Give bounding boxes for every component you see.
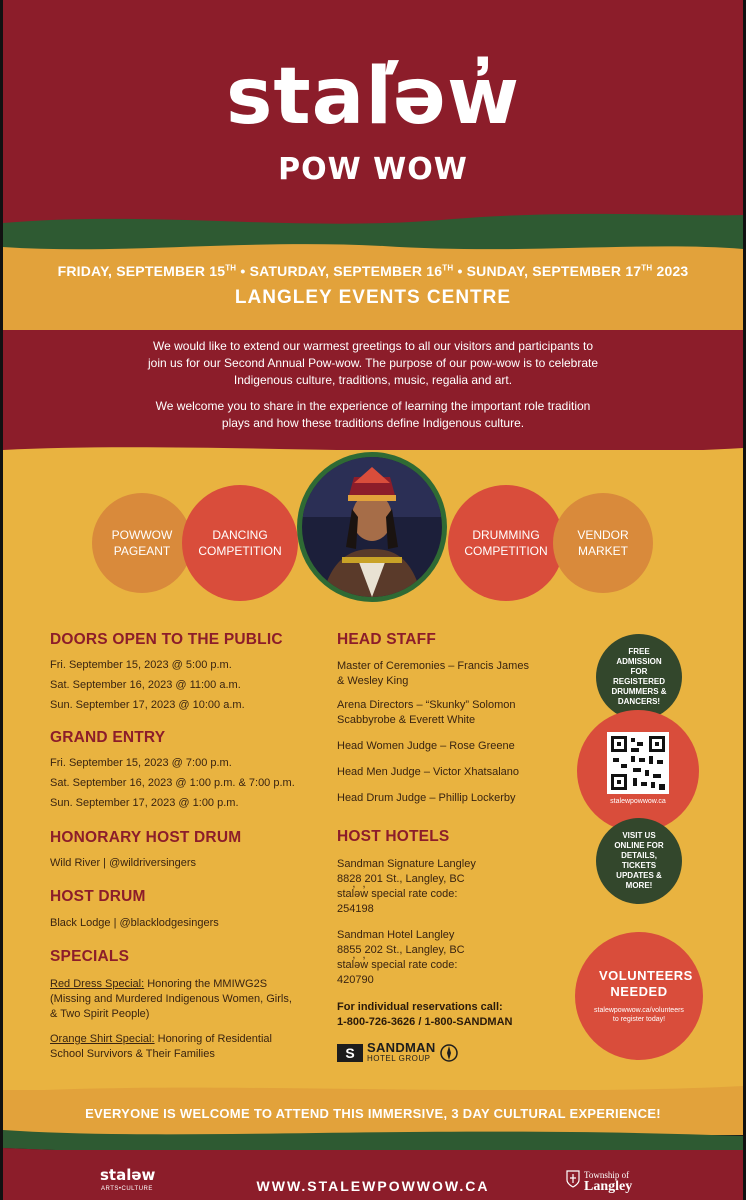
host-drum-heading: HOST DRUM: [50, 888, 146, 905]
doors-heading: DOORS OPEN TO THE PUBLIC: [50, 631, 283, 648]
decorative-waves: [3, 205, 743, 275]
event-dates: FRIDAY, SEPTEMBER 15TH • SATURDAY, SEPTEMBER 16TH • SUNDAY, SEPTEMBER 17TH 2023: [57, 263, 689, 279]
intro-paragraph-2: We welcome you to share in the experience of learning the important role tradition plays and how these traditions define Indigenous culture.: [155, 399, 591, 430]
head-staff-drum-judge: Head Drum Judge – Phillip Lockerby: [337, 792, 516, 804]
venue-name: LANGLEY EVENTS CENTRE: [234, 287, 512, 308]
hotel-1: Sandman Signature Langley 8828 201 St., Langley, BC stal̕əw̓ special rate code: 254198: [337, 858, 476, 915]
free-admission-badge: FREE ADMISSION FOR REGISTERED DRUMMERS & DANCERS!: [596, 634, 682, 720]
sandman-logo: S SANDMAN HOTEL GROUP: [337, 1042, 458, 1063]
dancer-portrait: [297, 452, 447, 602]
left-border: [0, 0, 3, 1200]
head-staff-men-judge: Head Men Judge – Victor Xhatsalano: [337, 766, 520, 778]
doors-fri: Fri. September 15, 2023 @ 5:00 p.m.: [50, 659, 232, 671]
head-staff-arena: Arena Directors – “Skunky” Solomon Scabbyrobe & Everett White: [337, 699, 516, 726]
head-staff-women-judge: Head Women Judge – Rose Greene: [337, 740, 515, 752]
host-hotels-heading: HOST HOTELS: [337, 828, 450, 845]
sandman-s-icon: S: [337, 1044, 363, 1062]
vendor-market-circle: VENDOR MARKET: [553, 493, 653, 593]
orange-shirt-special: Orange Shirt Special: Honoring of Residential School Survivors & Their Families: [50, 1033, 272, 1060]
honorary-drum-heading: HONORARY HOST DRUM: [50, 829, 242, 846]
welcome-message: EVERYONE IS WELCOME TO ATTEND THIS IMMERSIVE, 3 DAY CULTURAL EXPERIENCE!: [85, 1106, 661, 1121]
head-staff-heading: HEAD STAFF: [337, 631, 437, 648]
website-url[interactable]: WWW.STALEWPOWWOW.CA: [256, 1178, 490, 1194]
head-staff-mc: Master of Ceremonies – Francis James & Wesley King: [337, 660, 529, 687]
honorary-drum-text: Wild River | @wildriversingers: [50, 857, 197, 869]
event-logo: stal̕əw̓: [225, 52, 521, 142]
grand-entry-sun: Sun. September 17, 2023 @ 1:00 p.m.: [50, 797, 239, 809]
dancer-image: [302, 457, 442, 597]
volunteers-link[interactable]: stalewpowwow.ca/volunteers to register today!: [594, 1007, 684, 1023]
red-dress-special: Red Dress Special: Honoring the MMIWG2S (Missing and Murdered Indigenous Women, Girls, & Two Spirit People): [50, 978, 292, 1020]
volunteers-badge[interactable]: [575, 932, 703, 1060]
footer-logo-sub: ARTS•CULTURE: [101, 1186, 153, 1192]
powwow-pageant-circle: POWWOW PAGEANT: [92, 493, 192, 593]
grand-entry-fri: Fri. September 15, 2023 @ 7:00 p.m.: [50, 757, 232, 769]
doors-sun: Sun. September 17, 2023 @ 10:00 a.m.: [50, 699, 245, 711]
qr-code-icon[interactable]: [607, 732, 669, 794]
hero-banner: [3, 0, 743, 240]
compass-icon: [440, 1044, 458, 1062]
grand-entry-sat: Sat. September 16, 2023 @ 1:00 p.m. & 7:00 p.m.: [50, 777, 295, 789]
visit-online-badge: VISIT US ONLINE FOR DETAILS, TICKETS UPDATES & MORE!: [596, 818, 682, 904]
host-drum-text: Black Lodge | @blacklodgesingers: [50, 917, 219, 929]
date-year: 2023: [656, 263, 689, 279]
date-friday: FRIDAY, SEPTEMBER 15: [57, 263, 226, 279]
drumming-competition-circle: DRUMMING COMPETITION: [448, 485, 564, 601]
hotel-2: Sandman Hotel Langley 8855 202 St., Langley, BC stal̕əw̓ special rate code: 420790: [337, 929, 465, 986]
doors-sat: Sat. September 16, 2023 @ 11:00 a.m.: [50, 679, 241, 691]
event-subtitle: POW WOW: [278, 152, 468, 187]
specials-heading: SPECIALS: [50, 948, 130, 965]
qr-url[interactable]: stalewpowwow.ca: [610, 797, 666, 805]
volunteers-heading: VOLUNTEERS NEEDED: [599, 968, 693, 999]
footer-logo: staləw: [100, 1166, 156, 1184]
intro-paragraph-1: We would like to extend our warmest greetings to all our visitors and participants to join us for our Second Annual Pow-wow. The purpose of our pow-wow is to celebrate Indigenous culture, traditions, music, regalia and art.: [147, 339, 599, 387]
grand-entry-heading: GRAND ENTRY: [50, 729, 166, 746]
date-saturday: SATURDAY, SEPTEMBER 16: [249, 263, 443, 279]
dancing-competition-circle: DANCING COMPETITION: [182, 485, 298, 601]
reservations: For individual reservations call: 1-800-726-3626 / 1-800-SANDMAN: [337, 1001, 513, 1028]
date-sunday: SUNDAY, SEPTEMBER 17: [466, 263, 642, 279]
township-logo: Township of Langley: [566, 1170, 632, 1194]
township-crest-icon: [566, 1170, 580, 1188]
qr-badge[interactable]: [577, 710, 699, 832]
